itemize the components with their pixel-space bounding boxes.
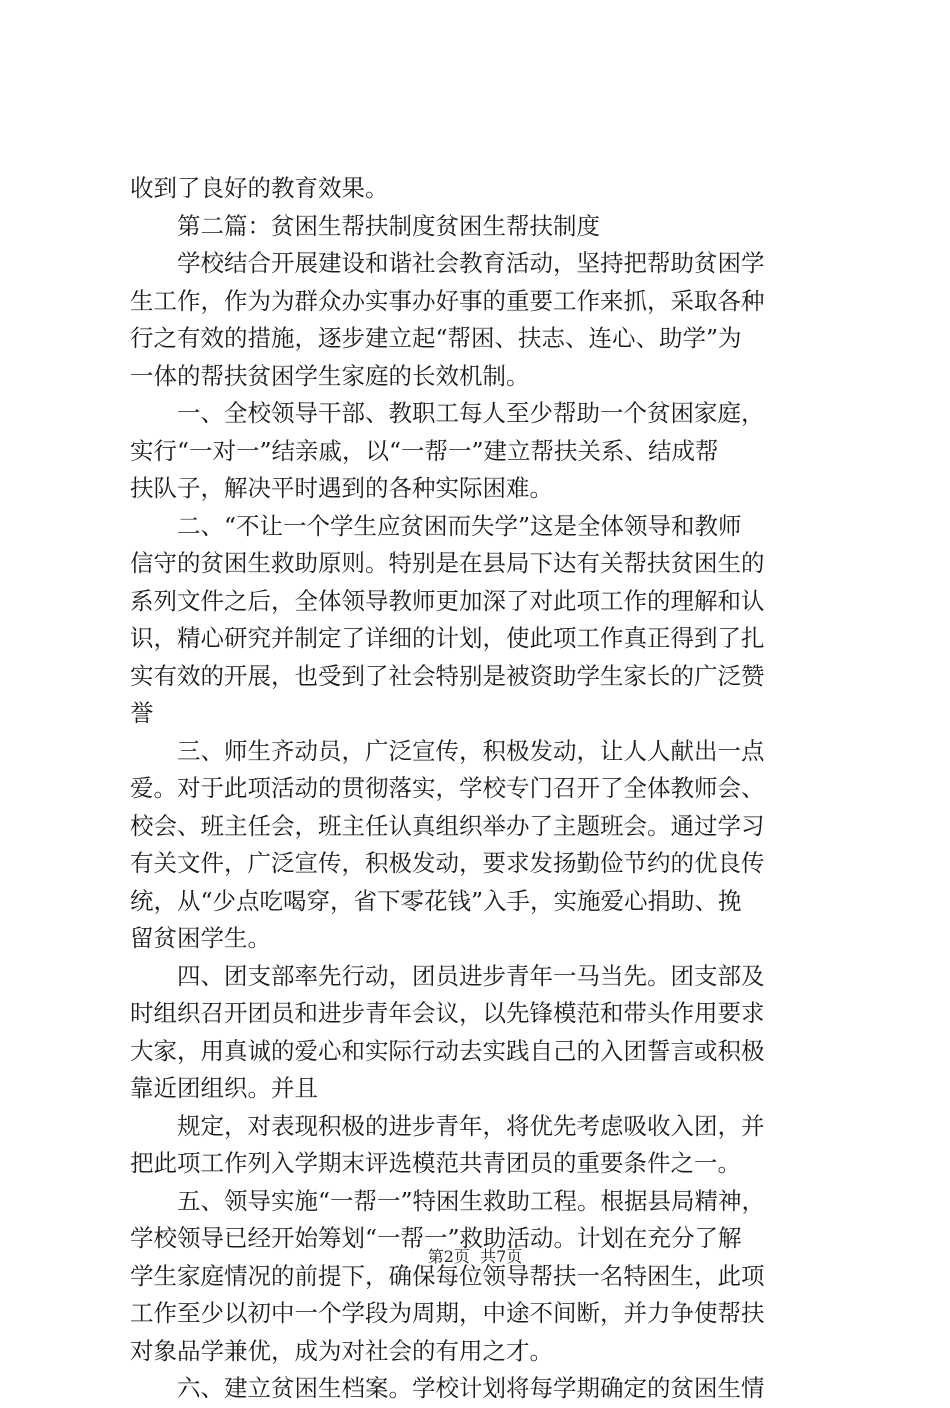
text-line: 识，精心研究并制定了详细的计划，使此项工作真正得到了扎 [130,624,765,652]
text-line: 第二篇：贫困生帮扶制度贫困生帮扶制度 [177,211,600,240]
page-number-label: 第2页 共7页 [427,1247,523,1266]
text-line: 学生家庭情况的前提下，确保每位领导帮扶一名特困生，此项 [130,1261,765,1290]
text-line: 系列文件之后，全体领导教师更加深了对此项工作的理解和认 [130,586,765,615]
text-line: 一体的帮扶贫困学生家庭的长效机制。 [130,361,530,390]
text-line: 收到了良好的教育效果。 [130,174,389,202]
text-line: 学校结合开展建设和谐社会教育活动，坚持把帮助贫困学 [177,249,765,277]
text-line: 工作至少以初中一个学段为周期，中途不间断，并力争使帮扶 [130,1299,765,1327]
text-line: 六、建立贫困生档案。学校计划将每学期确定的贫困生情 [177,1374,765,1402]
text-line: 靠近团组织。并且 [130,1074,318,1102]
text-line: 誉 [130,699,154,727]
text-line: 实行“一对一”结亲戚，以“一帮一”建立帮扶关系、结成帮 [130,436,719,465]
text-line: 大家，用真诚的爱心和实际行动去实践自己的入团誓言或积极 [130,1036,765,1065]
text-line: 二、“不让一个学生应贫困而失学”这是全体领导和教师 [177,511,742,540]
text-line: 行之有效的措施，逐步建立起“帮困、扶志、连心、助学”为 [130,324,742,352]
text-line: 信守的贫困生救助原则。特别是在县局下达有关帮扶贫困生的 [130,549,765,577]
text-line: 时组织召开团员和进步青年会议，以先锋模范和带头作用要求 [130,999,765,1027]
text-line: 五、领导实施“一帮一”特困生救助工程。根据县局精神， [177,1186,766,1215]
text-line: 实有效的开展，也受到了社会特别是被资助学生家长的广泛赞 [130,661,765,690]
text-line: 统，从“少点吃喝穿，省下零花钱”入手，实施爱心捐助、挽 [130,886,742,915]
text-line: 爱。对于此项活动的贯彻落实，学校专门召开了全体教师会、 [130,774,765,802]
text-line: 把此项工作列入学期末评选模范共青团员的重要条件之一。 [130,1149,741,1177]
text-line: 学校领导已经开始筹划“一帮一”救助活动。计划在充分了解 [130,1224,742,1252]
text-line: 有关文件，广泛宣传，积极发动，要求发扬勤俭节约的优良传 [130,849,765,877]
text-line: 对象品学兼优，成为对社会的有用之才。 [130,1336,553,1365]
text-line: 扶队子，解决平时遇到的各种实际困难。 [130,474,553,502]
text-line: 留贫困学生。 [130,924,271,952]
document-body [130,170,830,1408]
text-line: 三、师生齐动员，广泛宣传，积极发动，让人人献出一点 [177,736,765,765]
text-line: 一、全校领导干部、教职工每人至少帮助一个贫困家庭， [177,399,765,427]
text-line: 规定，对表现积极的进步青年，将优先考虑吸收入团，并 [177,1111,765,1140]
text-line: 四、团支部率先行动，团员进步青年一马当先。团支部及 [177,961,765,990]
text-line: 校会、班主任会，班主任认真组织举办了主题班会。通过学习 [130,811,765,840]
text-line: 生工作，作为为群众办实事办好事的重要工作来抓，采取各种 [130,286,765,315]
page-footer [0,1244,950,1267]
